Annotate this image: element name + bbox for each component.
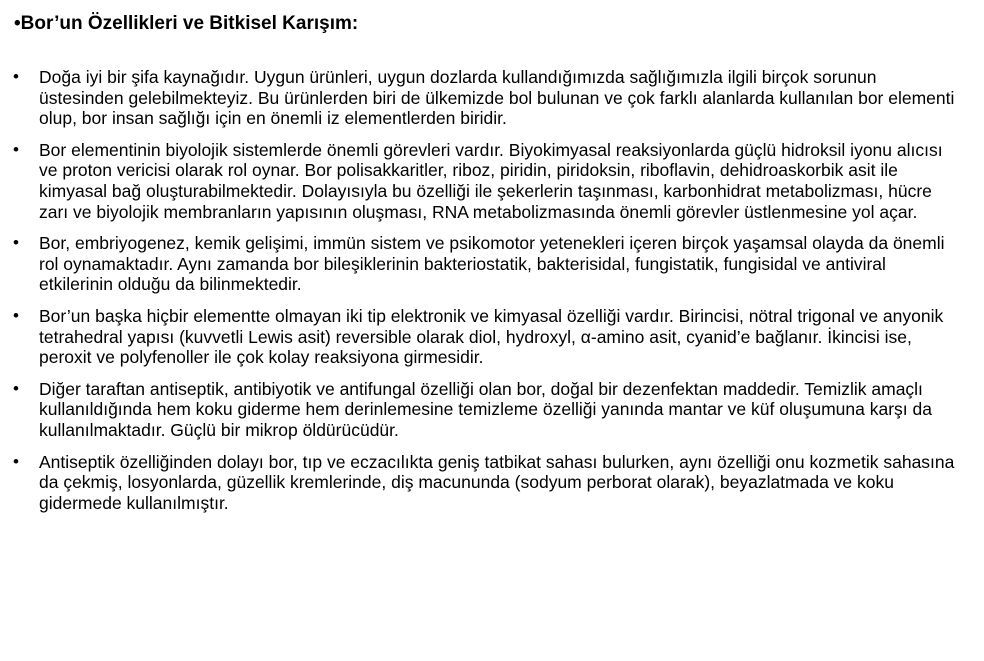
bullet-list: [0, 67, 984, 524]
bullet-dot-icon: •: [13, 451, 19, 471]
bullet-text: Antiseptik özelliğinden dolayı bor, tıp ve eczacılıkta geniş tatbikat sahası bulurken, aynı özelliği onu kozmetik sahasına da çekmiş, losyonlarda, güzellik kremlerinde, diş macununda (sodyum perborat olarak), beyazlatmada ve koku gidermede kullanılmıştır.: [39, 451, 955, 513]
bullet-item: [0, 452, 984, 514]
bullet-text: Bor, embriyogenez, kemik gelişimi, immün sistem ve psikomotor yetenekleri içeren birçok yaşamsal olayda da önemli rol oynamaktadır. Aynı zamanda bor bileşiklerinin bakteriostatik, bakterisidal, fungistatik, fungisidal ve antiviral etkilerinin olduğu da bilinmektedir.: [39, 233, 945, 295]
bullet-dot-icon: •: [13, 139, 19, 159]
bullet-dot-icon: •: [13, 67, 19, 86]
bullet-item: [0, 140, 984, 222]
bullet-item: [0, 379, 984, 441]
slide-title: •Bor’un Özellikleri ve Bitkisel Karışım:: [14, 13, 359, 34]
bullet-text: Diğer taraftan antiseptik, antibiyotik ve antifungal özelliği olan bor, doğal bir dezenfektan maddedir. Temizlik amaçlı kullanıldığında hem koku giderme hem derinlemesine temizleme özelliği yanında mantar ve küf oluşumuna karşı da kullanılmaktadır. Güçlü bir mikrop öldürücüdür.: [39, 378, 932, 440]
bullet-item: [0, 233, 984, 295]
bullet-text: Doğa iyi bir şifa kaynağıdır. Uygun ürünleri, uygun dozlarda kullandığımızda sağlığımızla ilgili birçok sorunun üstesinden gelebilmekteyiz. Bu ürünlerden biri de ülkemizde bol bulunan ve çok farklı alanlarda kullanılan bor elementi olup, bor insan sağlığı için en önemli iz elementlerden biridir.: [39, 67, 955, 129]
bullet-dot-icon: •: [13, 233, 19, 253]
bullet-dot-icon: •: [13, 305, 19, 325]
bullet-text: Bor elementinin biyolojik sistemlerde önemli görevleri vardır. Biyokimyasal reaksiyonlarda güçlü hidroksil iyonu alıcısı ve proton vericisi olarak rol oynar. Bor polisakkaritler, riboz, piridin, piridoksin, riboflavin, dehidroaskorbik asit ile kimyasal bağ oluşturabilmektedir. Dolayısıyla bu özelliği ile şekerlerin taşınması, karbonhidrat metabolizması, hücre zarı ve biyolojik membranların yapısının oluşması, RNA metabolizmasında önemli görevler üstlenmesine yol açar.: [39, 139, 943, 222]
bullet-dot-icon: •: [13, 378, 19, 398]
bullet-item: [0, 306, 984, 368]
bullet-text: Bor’un başka hiçbir elementte olmayan iki tip elektronik ve kimyasal özelliği vardır. Birincisi, nötral trigonal ve anyonik tetrahedral yapısı (kuvvetli Lewis asit) reversible olarak diol, hydroxyl, α-amino asit, cyanid’e bağlanır. İkincisi ise, peroxit ve polyfenoller ile çok kolay reaksiyona girmesidir.: [39, 305, 944, 368]
bullet-item: [0, 67, 984, 129]
